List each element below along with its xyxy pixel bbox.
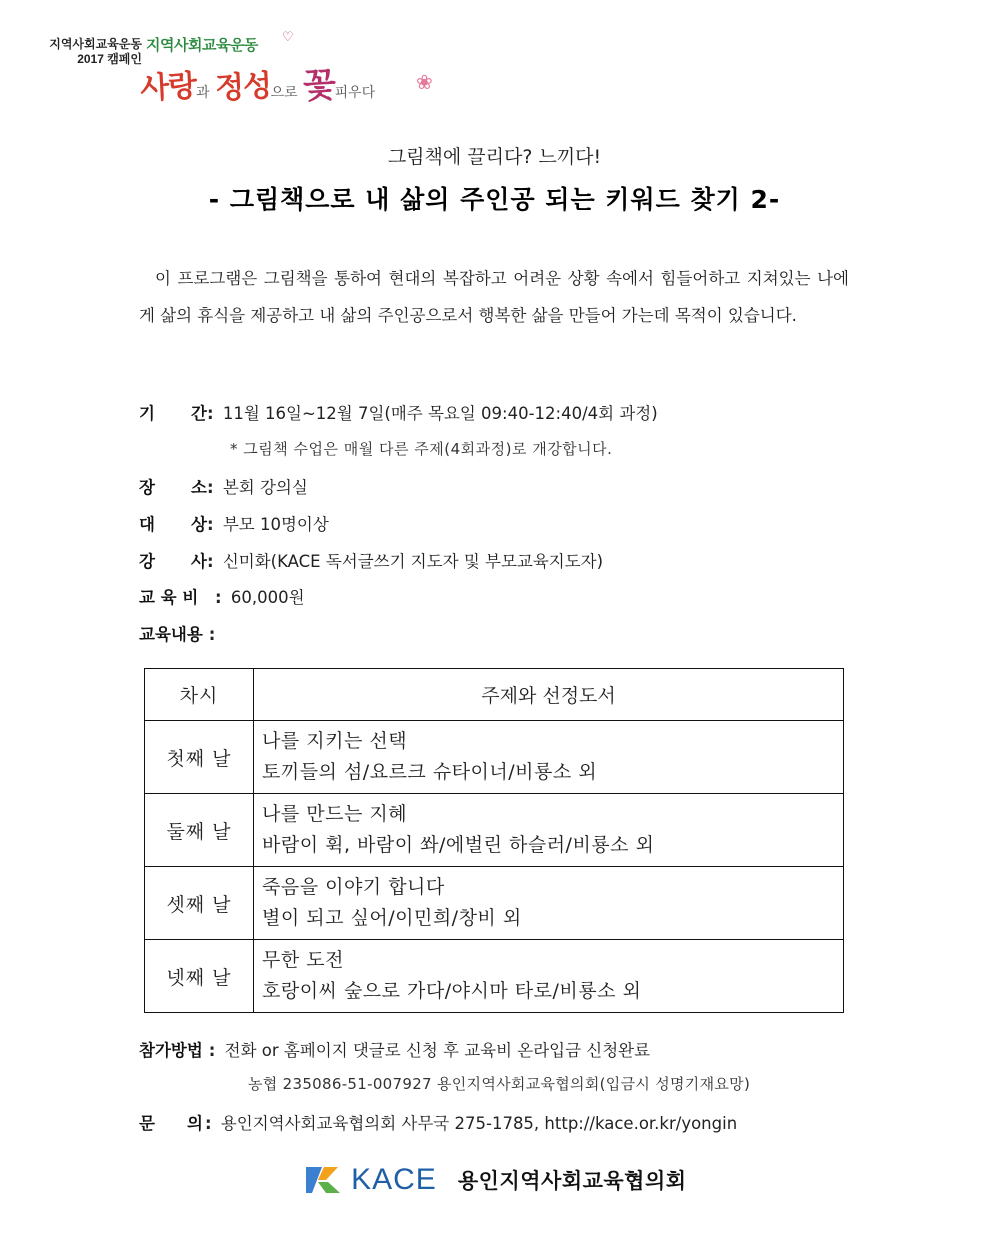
- slogan-word-2: 과: [195, 85, 210, 101]
- place-label-a: 장: [139, 478, 155, 497]
- slogan-word-1: 사랑: [139, 68, 198, 107]
- place-label-b: 소: [191, 478, 207, 497]
- bank-account: 농협 235086-51-007927 용인지역사회교육협의회(입금시 성명기재요망): [248, 1075, 751, 1093]
- target-value: 부모 10명이상: [222, 515, 329, 534]
- info-fee: 교 육 비 : 60,000원: [139, 584, 305, 608]
- inquiry-label-b: 의: [187, 1114, 203, 1133]
- table-header-row: [145, 669, 844, 721]
- campaign-label-line2: 2017 캠페인: [77, 52, 142, 66]
- row-book: 토끼들의 섬/요르크 슈타이너/비룡소 외: [262, 761, 598, 783]
- row-content: [254, 794, 844, 867]
- info-apply: 참가방법 : 전화 or 홈페이지 댓글로 신청 후 교육비 온라입금 신청완료: [139, 1037, 650, 1061]
- info-period: 기 간 : 11월 16일~12월 7일(매주 목요일 09:40-12:40/4회 과정): [139, 400, 658, 424]
- page-subtitle: 그림책에 끌리다? 느끼다!: [387, 146, 602, 168]
- fee-value: 60,000원: [230, 588, 305, 607]
- inquiry-value: 용인지역사회교육협의회 사무국 275-1785, http://kace.or.kr/yongin: [220, 1114, 738, 1133]
- row-content: [254, 867, 844, 940]
- apply-value: 전화 or 홈페이지 댓글로 신청 후 교육비 온라입금 신청완료: [224, 1041, 651, 1060]
- row-content: [254, 940, 844, 1013]
- organization-name: 용인지역사회교육협의회: [457, 1169, 687, 1193]
- table-row: [145, 940, 844, 1013]
- row-content: [254, 721, 844, 794]
- slogan-word-3: 정성: [213, 68, 272, 107]
- period-label-b: 간: [191, 404, 207, 423]
- campaign-subtitle: 지역사회교육운동: [146, 36, 258, 54]
- period-value: 11월 16일~12월 7일(매주 목요일 09:40-12:40/4회 과정): [222, 404, 658, 423]
- lecturer-value: 신미화(KACE 독서글쓰기 지도자 및 부모교육지도자): [222, 552, 604, 571]
- row-book: 호랑이씨 숲으로 가다/야시마 타로/비룡소 외: [262, 980, 642, 1002]
- contents-label: 교육내용: [139, 625, 203, 644]
- curriculum-table: [144, 668, 844, 1013]
- row-topic: 무한 도전: [262, 949, 344, 971]
- place-value: 본회 강의실: [222, 478, 308, 497]
- table-row: [145, 794, 844, 867]
- kace-logo-text: KACE: [351, 1163, 437, 1196]
- period-note: * 그림책 수업은 매월 다른 주제(4회과정)로 개강합니다.: [230, 440, 613, 458]
- lecturer-label-a: 강: [139, 552, 155, 571]
- info-contents: 교육내용 :: [139, 621, 219, 645]
- row-topic: 나를 지키는 선택: [262, 730, 408, 752]
- page-title: - 그림책으로 내 삶의 주인공 되는 키워드 찾기 2-: [208, 185, 781, 214]
- row-topic: 나를 만드는 지혜: [262, 803, 408, 825]
- slogan-word-4: 으로: [270, 85, 298, 101]
- row-topic: 죽음을 이야기 합니다: [262, 876, 445, 898]
- header-topic: 주제와 선정도서: [254, 669, 844, 721]
- target-label-a: 대: [139, 515, 155, 534]
- apply-label: 참가방법: [139, 1041, 203, 1060]
- intro-paragraph: 이 프로그램은 그림책을 통하여 현대의 복잡하고 어려운 상황 속에서 힘들어하고 지쳐있는 나에게 삶의 휴식을 제공하고 내 삶의 주인공으로서 행복한 삶을 만들어 가는데 목적이 있습니다.: [139, 269, 849, 325]
- info-lecturer: 강 사 : 신미화(KACE 독서글쓰기 지도자 및 부모교육지도자): [139, 548, 603, 572]
- row-day: 넷째 날: [145, 940, 254, 1013]
- info-target: 대 상 : 부모 10명이상: [139, 511, 329, 535]
- info-place: 장 소 : 본회 강의실: [139, 474, 308, 498]
- row-day: 첫째 날: [145, 721, 254, 794]
- header-session: 차시: [145, 669, 254, 721]
- table-row: [145, 721, 844, 794]
- heart-icon: ♡: [282, 30, 294, 45]
- campaign-label-line1: 지역사회교육운동: [49, 37, 142, 51]
- campaign-banner: [34, 26, 433, 112]
- slogan-word-5: 꽃: [301, 65, 336, 107]
- info-inquiry: 문 의 : 용인지역사회교육협의회 사무국 275-1785, http://kace.or.kr/yongin: [139, 1110, 737, 1134]
- footer-logo: [304, 1163, 687, 1203]
- lecturer-label-b: 사: [191, 552, 207, 571]
- kace-logo-icon: [304, 1163, 344, 1197]
- period-label-a: 기: [139, 404, 155, 423]
- campaign-slogan: [140, 58, 375, 107]
- table-row: [145, 867, 844, 940]
- target-label-b: 상: [191, 515, 207, 534]
- fee-label: 교 육 비: [139, 588, 199, 607]
- row-day: 둘째 날: [145, 794, 254, 867]
- row-book: 별이 되고 싶어/이민희/창비 외: [262, 907, 522, 929]
- campaign-label: [44, 37, 142, 67]
- flower-icon: ❀: [416, 70, 433, 94]
- row-book: 바람이 휙, 바람이 쏴/에벌린 하슬러/비룡소 외: [262, 834, 655, 856]
- slogan-word-6: 피우다: [334, 85, 376, 101]
- inquiry-label-a: 문: [139, 1114, 155, 1133]
- row-day: 셋째 날: [145, 867, 254, 940]
